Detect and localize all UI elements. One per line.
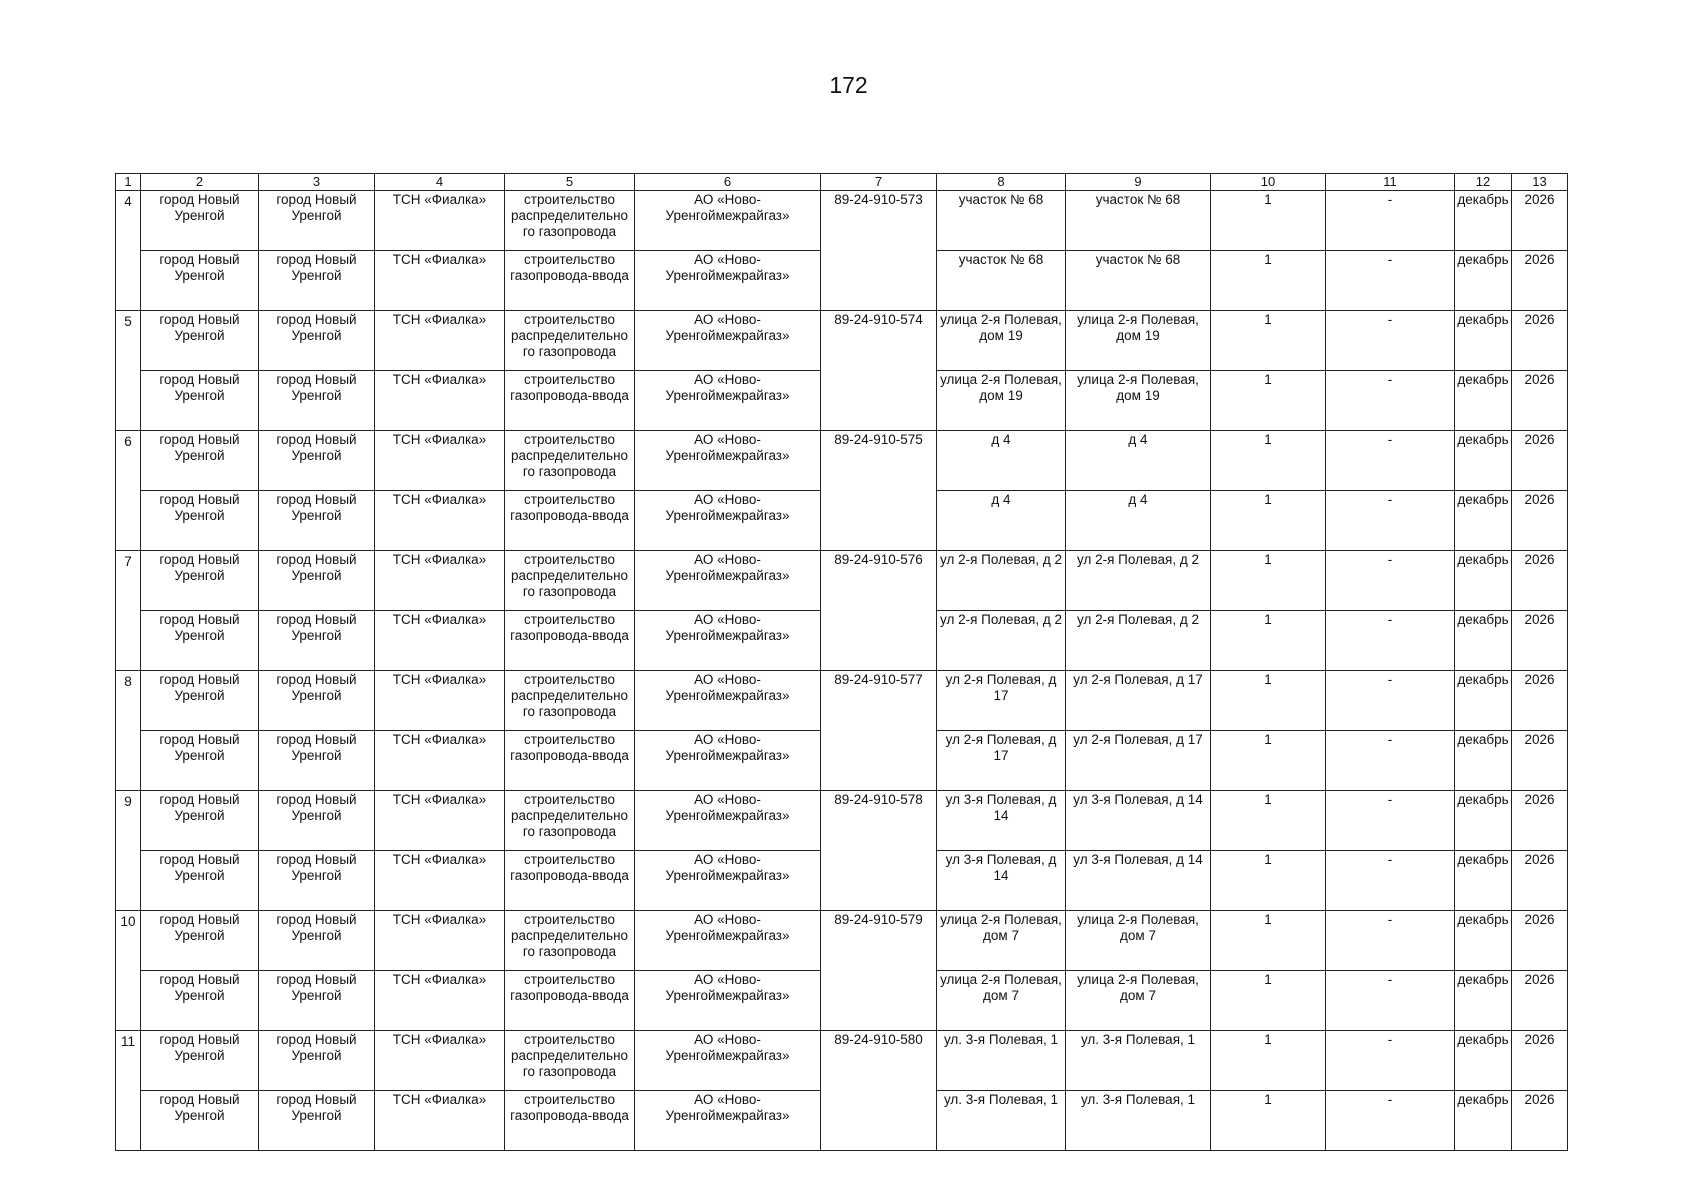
quantity-cell: 1 xyxy=(1211,791,1326,851)
column-header-5: 5 xyxy=(505,174,635,191)
dash-cell: - xyxy=(1326,791,1455,851)
quantity-cell: 1 xyxy=(1211,491,1326,551)
address-cell: ул 2-я Полевая, д 17 xyxy=(937,731,1066,791)
settlement-cell: город Новый Уренгой xyxy=(259,971,375,1031)
page-number: 172 xyxy=(829,72,868,98)
row-number-cell: 7 xyxy=(116,551,141,671)
column-header-13: 13 xyxy=(1512,174,1568,191)
organization-cell: АО «Ново-Уренгоймежрайгаз» xyxy=(635,371,821,431)
applicant-cell: ТСН «Фиалка» xyxy=(375,971,505,1031)
year-cell: 2026 xyxy=(1512,431,1568,491)
oktmo-code-cell: 89-24-910-573 xyxy=(821,191,937,311)
organization-cell: АО «Ново-Уренгоймежрайгаз» xyxy=(635,251,821,311)
applicant-cell: ТСН «Фиалка» xyxy=(375,1091,505,1151)
organization-cell: АО «Ново-Уренгоймежрайгаз» xyxy=(635,491,821,551)
municipality-cell: город Новый Уренгой xyxy=(141,431,259,491)
year-cell: 2026 xyxy=(1512,911,1568,971)
applicant-cell: ТСН «Фиалка» xyxy=(375,611,505,671)
object-address-cell: участок № 68 xyxy=(1066,191,1211,251)
organization-cell: АО «Ново-Уренгоймежрайгаз» xyxy=(635,431,821,491)
applicant-cell: ТСН «Фиалка» xyxy=(375,311,505,371)
year-cell: 2026 xyxy=(1512,371,1568,431)
year-cell: 2026 xyxy=(1512,791,1568,851)
quantity-cell: 1 xyxy=(1211,731,1326,791)
table-row xyxy=(116,551,1568,611)
row-number-cell: 4 xyxy=(116,191,141,311)
column-header-2: 2 xyxy=(141,174,259,191)
object-address-cell: улица 2-я Полевая, дом 19 xyxy=(1066,371,1211,431)
object-address-cell: ул 3-я Полевая, д 14 xyxy=(1066,791,1211,851)
column-header-12: 12 xyxy=(1455,174,1512,191)
column-header-1: 1 xyxy=(116,174,141,191)
table-row xyxy=(116,1031,1568,1091)
data-table xyxy=(115,173,1568,1151)
address-cell: участок № 68 xyxy=(937,191,1066,251)
municipality-cell: город Новый Уренгой xyxy=(141,731,259,791)
month-cell: декабрь xyxy=(1455,1031,1512,1091)
settlement-cell: город Новый Уренгой xyxy=(259,611,375,671)
work-type-cell: строительство распределительно го газопровода xyxy=(505,191,635,251)
work-type-cell: строительство распределительно го газопровода xyxy=(505,1031,635,1091)
settlement-cell: город Новый Уренгой xyxy=(259,791,375,851)
dash-cell: - xyxy=(1326,491,1455,551)
applicant-cell: ТСН «Фиалка» xyxy=(375,911,505,971)
month-cell: декабрь xyxy=(1455,731,1512,791)
month-cell: декабрь xyxy=(1455,611,1512,671)
work-type-cell: строительство распределительно го газопровода xyxy=(505,911,635,971)
year-cell: 2026 xyxy=(1512,731,1568,791)
year-cell: 2026 xyxy=(1512,551,1568,611)
settlement-cell: город Новый Уренгой xyxy=(259,431,375,491)
municipality-cell: город Новый Уренгой xyxy=(141,551,259,611)
work-type-cell: строительство газопровода-ввода xyxy=(505,491,635,551)
work-type-cell: строительство газопровода-ввода xyxy=(505,1091,635,1151)
quantity-cell: 1 xyxy=(1211,251,1326,311)
year-cell: 2026 xyxy=(1512,671,1568,731)
object-address-cell: ул 2-я Полевая, д 17 xyxy=(1066,731,1211,791)
row-number-cell: 10 xyxy=(116,911,141,1031)
municipality-cell: город Новый Уренгой xyxy=(141,491,259,551)
month-cell: декабрь xyxy=(1455,431,1512,491)
work-type-cell: строительство газопровода-ввода xyxy=(505,251,635,311)
table-row xyxy=(116,311,1568,371)
oktmo-code-cell: 89-24-910-576 xyxy=(821,551,937,671)
oktmo-code-cell: 89-24-910-579 xyxy=(821,911,937,1031)
dash-cell: - xyxy=(1326,191,1455,251)
month-cell: декабрь xyxy=(1455,251,1512,311)
settlement-cell: город Новый Уренгой xyxy=(259,191,375,251)
oktmo-code-cell: 89-24-910-578 xyxy=(821,791,937,911)
municipality-cell: город Новый Уренгой xyxy=(141,371,259,431)
organization-cell: АО «Ново-Уренгоймежрайгаз» xyxy=(635,1091,821,1151)
dash-cell: - xyxy=(1326,371,1455,431)
work-type-cell: строительство распределительно го газопровода xyxy=(505,311,635,371)
quantity-cell: 1 xyxy=(1211,551,1326,611)
settlement-cell: город Новый Уренгой xyxy=(259,1091,375,1151)
organization-cell: АО «Ново-Уренгоймежрайгаз» xyxy=(635,611,821,671)
object-address-cell: ул. 3-я Полевая, 1 xyxy=(1066,1091,1211,1151)
address-cell: улица 2-я Полевая, дом 7 xyxy=(937,911,1066,971)
month-cell: декабрь xyxy=(1455,551,1512,611)
applicant-cell: ТСН «Фиалка» xyxy=(375,191,505,251)
municipality-cell: город Новый Уренгой xyxy=(141,1091,259,1151)
organization-cell: АО «Ново-Уренгоймежрайгаз» xyxy=(635,671,821,731)
municipality-cell: город Новый Уренгой xyxy=(141,311,259,371)
applicant-cell: ТСН «Фиалка» xyxy=(375,431,505,491)
month-cell: декабрь xyxy=(1455,371,1512,431)
month-cell: декабрь xyxy=(1455,191,1512,251)
year-cell: 2026 xyxy=(1512,311,1568,371)
oktmo-code-cell: 89-24-910-577 xyxy=(821,671,937,791)
year-cell: 2026 xyxy=(1512,491,1568,551)
work-type-cell: строительство газопровода-ввода xyxy=(505,971,635,1031)
dash-cell: - xyxy=(1326,431,1455,491)
dash-cell: - xyxy=(1326,311,1455,371)
dash-cell: - xyxy=(1326,671,1455,731)
municipality-cell: город Новый Уренгой xyxy=(141,911,259,971)
address-cell: улица 2-я Полевая, дом 19 xyxy=(937,371,1066,431)
settlement-cell: город Новый Уренгой xyxy=(259,311,375,371)
work-type-cell: строительство газопровода-ввода xyxy=(505,731,635,791)
applicant-cell: ТСН «Фиалка» xyxy=(375,251,505,311)
column-header-9: 9 xyxy=(1066,174,1211,191)
municipality-cell: город Новый Уренгой xyxy=(141,671,259,731)
month-cell: декабрь xyxy=(1455,311,1512,371)
month-cell: декабрь xyxy=(1455,491,1512,551)
organization-cell: АО «Ново-Уренгоймежрайгаз» xyxy=(635,971,821,1031)
oktmo-code-cell: 89-24-910-575 xyxy=(821,431,937,551)
settlement-cell: город Новый Уренгой xyxy=(259,491,375,551)
month-cell: декабрь xyxy=(1455,911,1512,971)
object-address-cell: улица 2-я Полевая, дом 7 xyxy=(1066,911,1211,971)
organization-cell: АО «Ново-Уренгоймежрайгаз» xyxy=(635,1031,821,1091)
organization-cell: АО «Ново-Уренгоймежрайгаз» xyxy=(635,911,821,971)
year-cell: 2026 xyxy=(1512,971,1568,1031)
municipality-cell: город Новый Уренгой xyxy=(141,1031,259,1091)
applicant-cell: ТСН «Фиалка» xyxy=(375,371,505,431)
settlement-cell: город Новый Уренгой xyxy=(259,911,375,971)
address-cell: ул. 3-я Полевая, 1 xyxy=(937,1031,1066,1091)
dash-cell: - xyxy=(1326,251,1455,311)
organization-cell: АО «Ново-Уренгоймежрайгаз» xyxy=(635,851,821,911)
year-cell: 2026 xyxy=(1512,1091,1568,1151)
work-type-cell: строительство газопровода-ввода xyxy=(505,611,635,671)
quantity-cell: 1 xyxy=(1211,371,1326,431)
month-cell: декабрь xyxy=(1455,791,1512,851)
organization-cell: АО «Ново-Уренгоймежрайгаз» xyxy=(635,311,821,371)
year-cell: 2026 xyxy=(1512,851,1568,911)
quantity-cell: 1 xyxy=(1211,851,1326,911)
address-cell: улица 2-я Полевая, дом 7 xyxy=(937,971,1066,1031)
address-cell: ул 3-я Полевая, д 14 xyxy=(937,851,1066,911)
table-header-row xyxy=(116,174,1568,191)
applicant-cell: ТСН «Фиалка» xyxy=(375,791,505,851)
table-row xyxy=(116,911,1568,971)
work-type-cell: строительство газопровода-ввода xyxy=(505,371,635,431)
dash-cell: - xyxy=(1326,1091,1455,1151)
table-body xyxy=(116,174,1568,1151)
dash-cell: - xyxy=(1326,1031,1455,1091)
organization-cell: АО «Ново-Уренгоймежрайгаз» xyxy=(635,731,821,791)
organization-cell: АО «Ново-Уренгоймежрайгаз» xyxy=(635,551,821,611)
table-row xyxy=(116,431,1568,491)
applicant-cell: ТСН «Фиалка» xyxy=(375,1031,505,1091)
row-number-cell: 5 xyxy=(116,311,141,431)
quantity-cell: 1 xyxy=(1211,191,1326,251)
object-address-cell: ул 2-я Полевая, д 2 xyxy=(1066,551,1211,611)
object-address-cell: ул 3-я Полевая, д 14 xyxy=(1066,851,1211,911)
settlement-cell: город Новый Уренгой xyxy=(259,251,375,311)
municipality-cell: город Новый Уренгой xyxy=(141,851,259,911)
address-cell: д 4 xyxy=(937,431,1066,491)
object-address-cell: ул 2-я Полевая, д 17 xyxy=(1066,671,1211,731)
work-type-cell: строительство газопровода-ввода xyxy=(505,851,635,911)
month-cell: декабрь xyxy=(1455,1091,1512,1151)
municipality-cell: город Новый Уренгой xyxy=(141,191,259,251)
column-header-6: 6 xyxy=(635,174,821,191)
work-type-cell: строительство распределительно го газопровода xyxy=(505,791,635,851)
column-header-11: 11 xyxy=(1326,174,1455,191)
organization-cell: АО «Ново-Уренгоймежрайгаз» xyxy=(635,191,821,251)
column-header-10: 10 xyxy=(1211,174,1326,191)
address-cell: д 4 xyxy=(937,491,1066,551)
address-cell: улица 2-я Полевая, дом 19 xyxy=(937,311,1066,371)
object-address-cell: ул 2-я Полевая, д 2 xyxy=(1066,611,1211,671)
quantity-cell: 1 xyxy=(1211,1091,1326,1151)
row-number-cell: 6 xyxy=(116,431,141,551)
quantity-cell: 1 xyxy=(1211,1031,1326,1091)
row-number-cell: 9 xyxy=(116,791,141,911)
work-type-cell: строительство распределительно го газопровода xyxy=(505,671,635,731)
row-number-cell: 8 xyxy=(116,671,141,791)
year-cell: 2026 xyxy=(1512,1031,1568,1091)
dash-cell: - xyxy=(1326,851,1455,911)
object-address-cell: ул. 3-я Полевая, 1 xyxy=(1066,1031,1211,1091)
quantity-cell: 1 xyxy=(1211,611,1326,671)
quantity-cell: 1 xyxy=(1211,671,1326,731)
month-cell: декабрь xyxy=(1455,971,1512,1031)
settlement-cell: город Новый Уренгой xyxy=(259,551,375,611)
municipality-cell: город Новый Уренгой xyxy=(141,971,259,1031)
row-number-cell: 11 xyxy=(116,1031,141,1151)
applicant-cell: ТСН «Фиалка» xyxy=(375,491,505,551)
settlement-cell: город Новый Уренгой xyxy=(259,371,375,431)
organization-cell: АО «Ново-Уренгоймежрайгаз» xyxy=(635,791,821,851)
municipality-cell: город Новый Уренгой xyxy=(141,251,259,311)
quantity-cell: 1 xyxy=(1211,311,1326,371)
settlement-cell: город Новый Уренгой xyxy=(259,851,375,911)
table-row xyxy=(116,791,1568,851)
object-address-cell: д 4 xyxy=(1066,431,1211,491)
municipality-cell: город Новый Уренгой xyxy=(141,791,259,851)
object-address-cell: улица 2-я Полевая, дом 19 xyxy=(1066,311,1211,371)
table-row xyxy=(116,191,1568,251)
municipality-cell: город Новый Уренгой xyxy=(141,611,259,671)
month-cell: декабрь xyxy=(1455,851,1512,911)
object-address-cell: д 4 xyxy=(1066,491,1211,551)
year-cell: 2026 xyxy=(1512,611,1568,671)
dash-cell: - xyxy=(1326,611,1455,671)
year-cell: 2026 xyxy=(1512,191,1568,251)
oktmo-code-cell: 89-24-910-574 xyxy=(821,311,937,431)
year-cell: 2026 xyxy=(1512,251,1568,311)
address-cell: ул 3-я Полевая, д 14 xyxy=(937,791,1066,851)
settlement-cell: город Новый Уренгой xyxy=(259,1031,375,1091)
address-cell: ул 2-я Полевая, д 2 xyxy=(937,611,1066,671)
work-type-cell: строительство распределительно го газопровода xyxy=(505,551,635,611)
address-cell: ул. 3-я Полевая, 1 xyxy=(937,1091,1066,1151)
dash-cell: - xyxy=(1326,911,1455,971)
settlement-cell: город Новый Уренгой xyxy=(259,671,375,731)
address-cell: ул 2-я Полевая, д 2 xyxy=(937,551,1066,611)
quantity-cell: 1 xyxy=(1211,971,1326,1031)
column-header-7: 7 xyxy=(821,174,937,191)
object-address-cell: участок № 68 xyxy=(1066,251,1211,311)
oktmo-code-cell: 89-24-910-580 xyxy=(821,1031,937,1151)
dash-cell: - xyxy=(1326,971,1455,1031)
object-address-cell: улица 2-я Полевая, дом 7 xyxy=(1066,971,1211,1031)
work-type-cell: строительство распределительно го газопровода xyxy=(505,431,635,491)
month-cell: декабрь xyxy=(1455,671,1512,731)
quantity-cell: 1 xyxy=(1211,431,1326,491)
settlement-cell: город Новый Уренгой xyxy=(259,731,375,791)
dash-cell: - xyxy=(1326,731,1455,791)
applicant-cell: ТСН «Фиалка» xyxy=(375,851,505,911)
applicant-cell: ТСН «Фиалка» xyxy=(375,671,505,731)
address-cell: участок № 68 xyxy=(937,251,1066,311)
column-header-4: 4 xyxy=(375,174,505,191)
column-header-3: 3 xyxy=(259,174,375,191)
table-row xyxy=(116,671,1568,731)
quantity-cell: 1 xyxy=(1211,911,1326,971)
dash-cell: - xyxy=(1326,551,1455,611)
column-header-8: 8 xyxy=(937,174,1066,191)
applicant-cell: ТСН «Фиалка» xyxy=(375,551,505,611)
address-cell: ул 2-я Полевая, д 17 xyxy=(937,671,1066,731)
applicant-cell: ТСН «Фиалка» xyxy=(375,731,505,791)
